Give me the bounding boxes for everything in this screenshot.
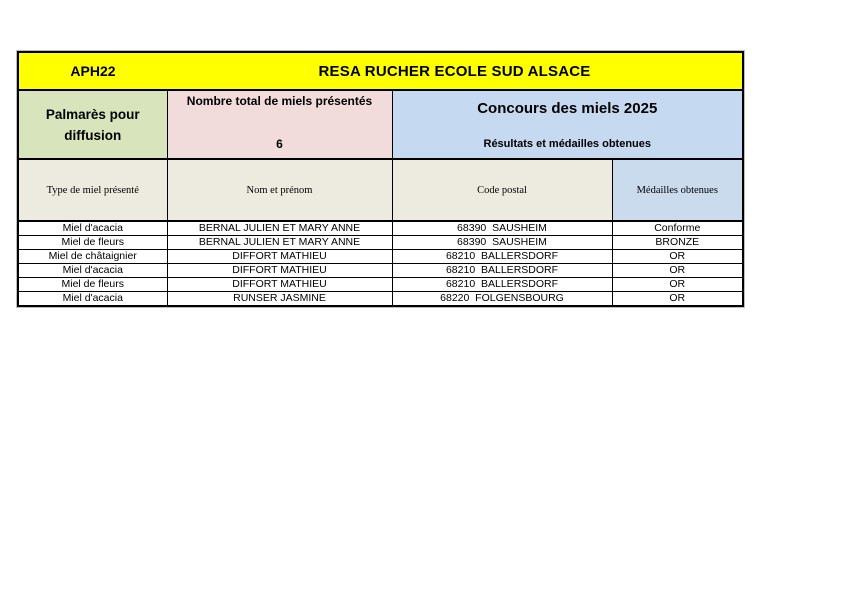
contest-subtitle: Résultats et médailles obtenues — [483, 138, 651, 150]
summary-row — [18, 90, 743, 159]
column-header-row — [18, 159, 743, 221]
cell-name: DIFFORT MATHIEU — [167, 250, 392, 264]
total-miels-value: 6 — [276, 137, 283, 151]
cell-medal: Conforme — [612, 221, 743, 236]
results-table — [17, 51, 744, 307]
banner-title: RESA RUCHER ECOLE SUD ALSACE — [167, 52, 743, 90]
cell-type: Miel de fleurs — [18, 236, 167, 250]
banner-row — [18, 52, 743, 90]
table-row — [18, 250, 743, 264]
col-header-postal: Code postal — [392, 159, 612, 221]
cell-medal: OR — [612, 250, 743, 264]
banner-code: APH22 — [18, 52, 167, 90]
cell-type: Miel de châtaignier — [18, 250, 167, 264]
cell-name: BERNAL JULIEN ET MARY ANNE — [167, 236, 392, 250]
col-header-medal: Médailles obtenues — [612, 159, 743, 221]
total-miels-cell — [167, 90, 392, 159]
cell-type: Miel de fleurs — [18, 278, 167, 292]
cell-postal: 68210 BALLERSDORF — [392, 250, 612, 264]
cell-postal: 68390 SAUSHEIM — [392, 236, 612, 250]
table-row — [18, 292, 743, 307]
table-row — [18, 221, 743, 236]
col-header-name: Nom et prénom — [167, 159, 392, 221]
cell-name: DIFFORT MATHIEU — [167, 278, 392, 292]
palmares-cell — [18, 90, 167, 159]
cell-postal: 68390 SAUSHEIM — [392, 221, 612, 236]
palmares-line1: Palmarès pour — [45, 106, 140, 122]
col-header-type: Type de miel présenté — [18, 159, 167, 221]
cell-type: Miel d'acacia — [18, 221, 167, 236]
cell-medal: OR — [612, 264, 743, 278]
cell-postal: 68210 BALLERSDORF — [392, 264, 612, 278]
cell-type: Miel d'acacia — [18, 292, 167, 307]
cell-name: RUNSER JASMINE — [167, 292, 392, 307]
results-table-container — [17, 51, 744, 307]
cell-name: BERNAL JULIEN ET MARY ANNE — [167, 221, 392, 236]
table-row — [18, 278, 743, 292]
contest-title: Concours des miels 2025 — [477, 100, 658, 117]
palmares-line2: diffusion — [64, 127, 122, 143]
cell-type: Miel d'acacia — [18, 264, 167, 278]
cell-medal: OR — [612, 278, 743, 292]
cell-name: DIFFORT MATHIEU — [167, 264, 392, 278]
contest-cell — [392, 90, 743, 159]
total-miels-label: Nombre total de miels présentés — [186, 94, 373, 108]
table-row — [18, 236, 743, 250]
table-row — [18, 264, 743, 278]
cell-postal: 68210 BALLERSDORF — [392, 278, 612, 292]
cell-postal: 68220 FOLGENSBOURG — [392, 292, 612, 307]
cell-medal: BRONZE — [612, 236, 743, 250]
cell-medal: OR — [612, 292, 743, 307]
